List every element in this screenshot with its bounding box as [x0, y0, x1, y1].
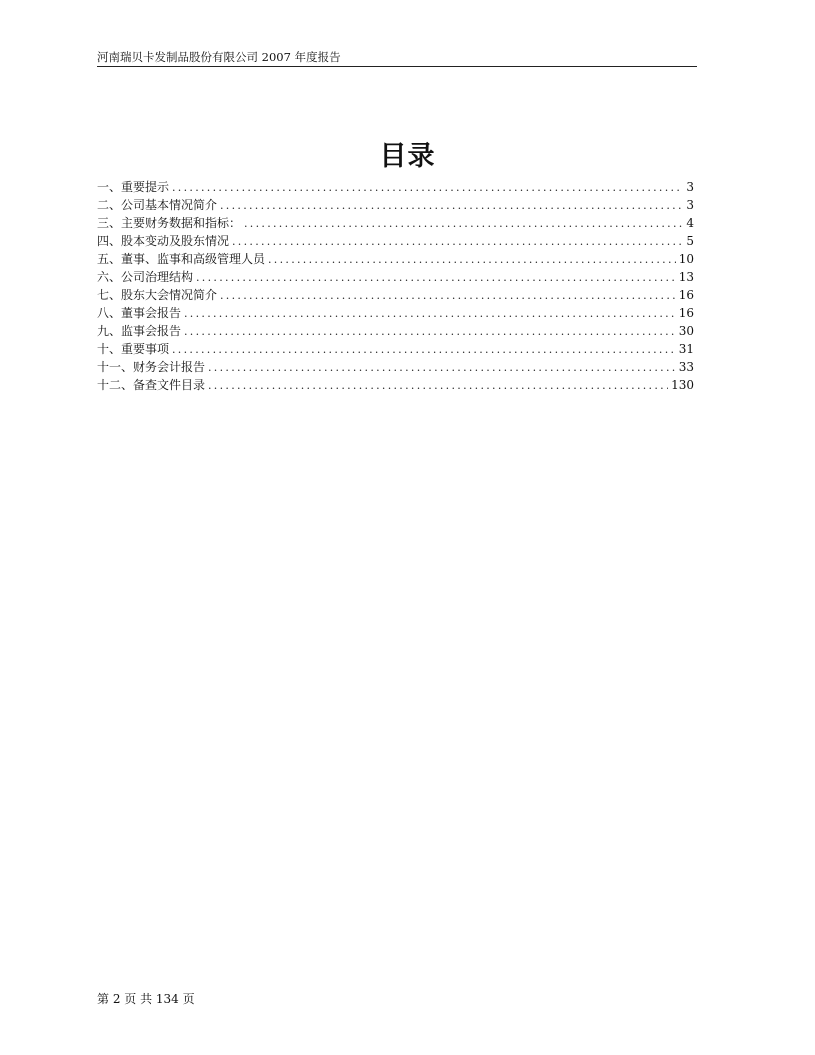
- toc-entry-label: 五、董事、监事和高级管理人员: [97, 252, 266, 266]
- toc-entry-page: 3: [686, 180, 694, 194]
- toc-entry-page: 3: [686, 198, 694, 212]
- toc-entry[interactable]: [97, 250, 694, 268]
- toc-dot-leader: [220, 287, 676, 305]
- toc-entry-label: 一、重要提示: [97, 180, 170, 194]
- toc-dot-leader: [172, 341, 676, 359]
- toc-entry-label: 四、股本变动及股东情况: [97, 234, 230, 248]
- toc-entry-page: 5: [686, 234, 694, 248]
- header-text: 河南瑞贝卡发制品股份有限公司 2007 年度报告: [97, 50, 341, 64]
- toc-dot-leader: [184, 323, 676, 341]
- toc-entry[interactable]: [97, 196, 694, 214]
- toc-entry-page: 130: [671, 378, 694, 392]
- table-of-contents: [97, 178, 694, 394]
- toc-dot-leader: [184, 305, 676, 323]
- toc-entry-page: 16: [678, 306, 694, 320]
- toc-entry-label: 七、股东大会情况简介: [97, 288, 218, 302]
- toc-entry[interactable]: [97, 232, 694, 250]
- toc-dot-leader: [208, 359, 676, 377]
- toc-entry[interactable]: [97, 322, 694, 340]
- toc-entry-label: 六、公司治理结构: [97, 270, 194, 284]
- toc-entry-label: 十一、财务会计报告: [97, 360, 206, 374]
- toc-entry[interactable]: [97, 178, 694, 196]
- page-header: [97, 50, 697, 67]
- toc-dot-leader: [208, 377, 668, 395]
- toc-entry[interactable]: [97, 358, 694, 376]
- toc-entry-page: 30: [678, 324, 694, 338]
- toc-entry-label: 二、公司基本情况简介: [97, 198, 218, 212]
- toc-entry[interactable]: [97, 268, 694, 286]
- toc-dot-leader: [232, 233, 683, 251]
- toc-entry-page: 33: [678, 360, 694, 374]
- page-footer: 第 2 页 共 134 页: [97, 992, 195, 1006]
- toc-dot-leader: [268, 251, 676, 269]
- toc-entry[interactable]: [97, 340, 694, 358]
- toc-dot-leader: [244, 215, 683, 233]
- toc-dot-leader: [196, 269, 676, 287]
- toc-dot-leader: [172, 179, 683, 197]
- toc-entry-page: 13: [678, 270, 694, 284]
- toc-entry-page: 31: [678, 342, 694, 356]
- page-title: 目录: [379, 141, 436, 172]
- toc-entry[interactable]: [97, 376, 694, 394]
- toc-entry-label: 十二、备查文件目录: [97, 378, 206, 392]
- toc-entry-page: 4: [686, 216, 694, 230]
- toc-entry-label: 八、董事会报告: [97, 306, 182, 320]
- toc-dot-leader: [220, 197, 683, 215]
- toc-entry-page: 10: [678, 252, 694, 266]
- toc-entry-page: 16: [678, 288, 694, 302]
- toc-entry[interactable]: [97, 304, 694, 322]
- toc-entry[interactable]: [97, 214, 694, 232]
- toc-entry[interactable]: [97, 286, 694, 304]
- toc-entry-label: 三、主要财务数据和指标：: [97, 216, 242, 230]
- toc-entry-label: 十、重要事项: [97, 342, 170, 356]
- toc-entry-label: 九、监事会报告: [97, 324, 182, 338]
